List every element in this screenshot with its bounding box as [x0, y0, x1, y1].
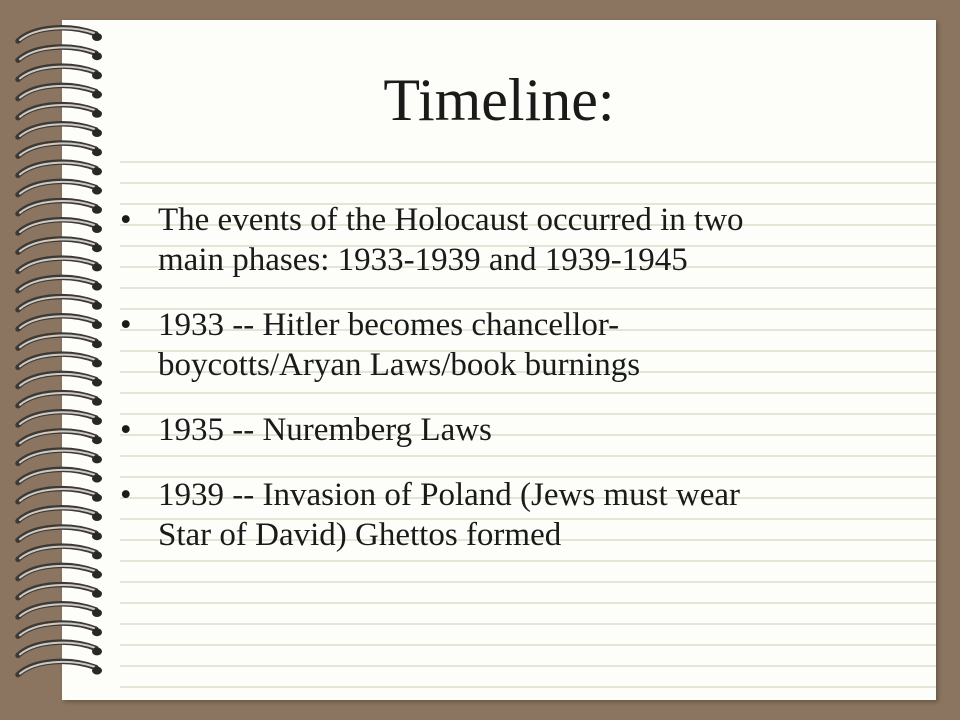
bullet-dot-icon: •: [120, 477, 132, 513]
bullet-text-line: Star of David) Ghettos formed: [158, 517, 562, 553]
bullet-dot-icon: •: [120, 202, 132, 238]
bullet-item: [120, 475, 920, 555]
bullet-text-line: boycotts/Aryan Laws/book burnings: [158, 347, 641, 383]
bullet-dot-icon: •: [120, 307, 132, 343]
bullet-text-line: 1933 -- Hitler becomes chancellor-: [158, 307, 620, 343]
bullet-dot-icon: •: [120, 412, 132, 448]
bullet-list: [120, 200, 920, 580]
bullet-item: [120, 200, 920, 280]
bullet-item: [120, 410, 920, 450]
bullet-item: [120, 305, 920, 385]
bullet-text-line: 1935 -- Nuremberg Laws: [158, 412, 492, 448]
bullet-text-line: main phases: 1933-1939 and 1939-1945: [158, 242, 688, 278]
slide-title: Timeline:: [383, 67, 615, 133]
bullet-text-line: The events of the Holocaust occurred in two: [158, 202, 744, 238]
bullet-text-line: 1939 -- Invasion of Poland (Jews must wear: [158, 477, 740, 513]
